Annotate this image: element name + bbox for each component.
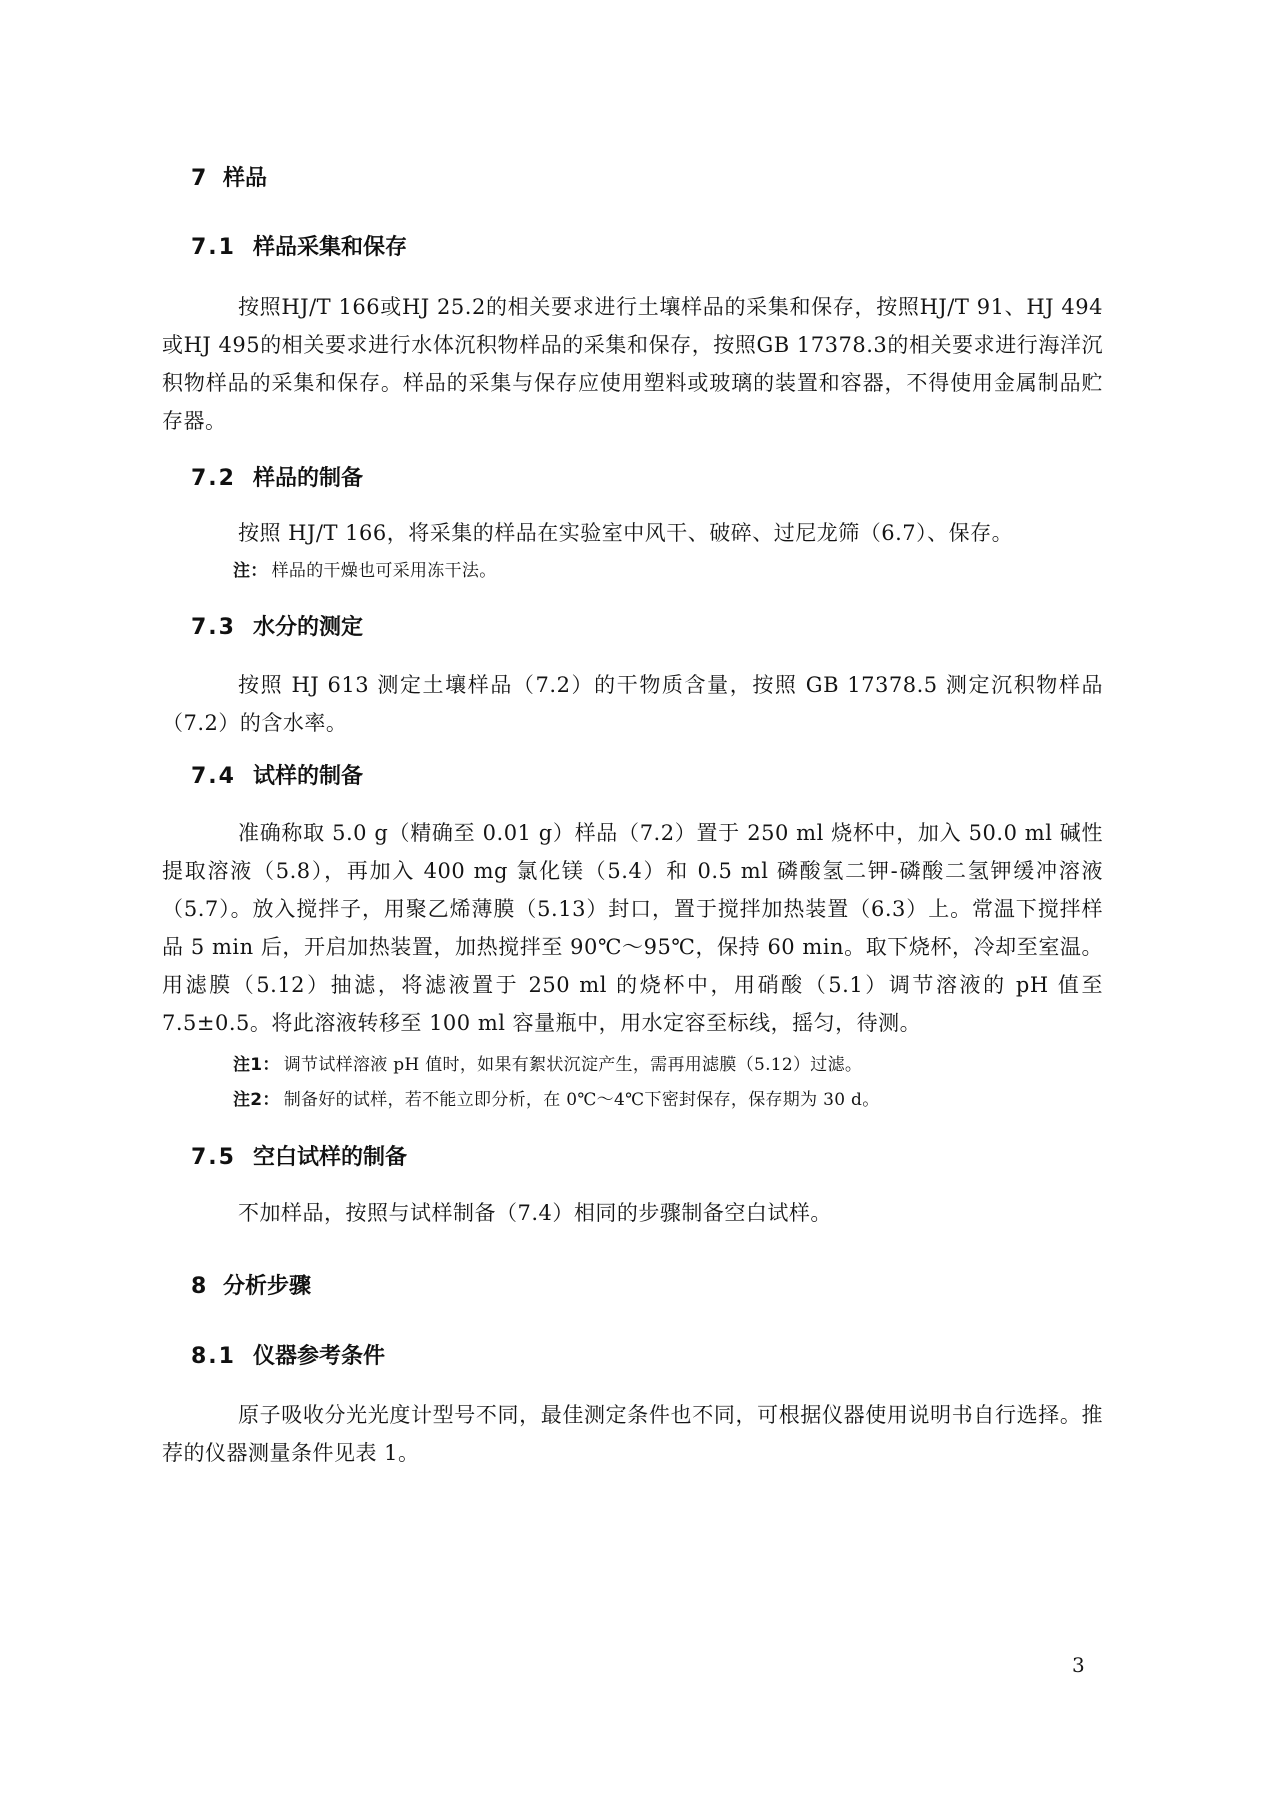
section-title: 样品采集和保存 bbox=[253, 235, 408, 260]
paragraph-7-5: 不加样品，按照与试样制备（7.4）相同的步骤制备空白试样。 bbox=[238, 1201, 832, 1225]
note-text: 调节试样溶液 pH 值时，如果有絮状沉淀产生，需再用滤膜（5.12）过滤。 bbox=[283, 1055, 863, 1075]
section-number: 7.4 bbox=[191, 764, 236, 789]
section-title: 试样的制备 bbox=[253, 764, 364, 789]
section-heading-7-5 bbox=[191, 1143, 1103, 1173]
section-number: 8.1 bbox=[191, 1344, 236, 1369]
section-heading-7-4 bbox=[191, 762, 1103, 792]
note-label: 注1： bbox=[233, 1055, 280, 1075]
section-title: 水分的测定 bbox=[253, 615, 364, 640]
section-title: 样品 bbox=[223, 166, 268, 191]
paragraph-7-4: 准确称取 5.0 g（精确至 0.01 g）样品（7.2）置于 250 ml 烧杯中，加入 50.0 ml 碱性提取溶液（5.8），再加入 400 mg 氯化镁（5.4）和 0.5 ml 磷酸氢二钾-磷酸二氢钾缓冲溶液（5.7）。放入搅拌子，用聚乙烯薄膜（5.13）封口，置于搅拌加热装置（6.3）上。常温下搅拌样品 5 min 后，开启加热装置，加热搅拌至 90℃～95℃，保持 60 min。取下烧杯，冷却至室温。用滤膜（5.12）抽滤，将滤液置于 250 ml 的烧杯中，用硝酸（5.1）调节溶液的 pH 值至 7.5±0.5。将此溶液转移至 100 ml 容量瓶中，用水定容至标线，摇匀，待测。 bbox=[162, 821, 1103, 1035]
note-label: 注2： bbox=[233, 1090, 280, 1110]
section-number: 7 bbox=[191, 166, 209, 191]
section-number: 7.5 bbox=[191, 1145, 236, 1170]
section-number: 8 bbox=[191, 1274, 209, 1299]
paragraph-7-2: 按照 HJ/T 166，将采集的样品在实验室中风干、破碎、过尼龙筛（6.7）、保存。 bbox=[238, 521, 1014, 545]
section-heading-7-3 bbox=[191, 613, 1103, 643]
note-text: 样品的干燥也可采用冻干法。 bbox=[271, 561, 497, 581]
section-title: 仪器参考条件 bbox=[253, 1344, 386, 1369]
note-7-4-1 bbox=[233, 1048, 1103, 1083]
document-content bbox=[162, 0, 1103, 1472]
section-number: 7.1 bbox=[191, 235, 236, 260]
paragraph-7-3: 按照 HJ 613 测定土壤样品（7.2）的干物质含量，按照 GB 17378.5 测定沉积物样品（7.2）的含水率。 bbox=[162, 673, 1103, 735]
page-number: 3 bbox=[1072, 1653, 1085, 1677]
note-7-4-2 bbox=[233, 1083, 1103, 1118]
section-heading-8-1 bbox=[191, 1342, 1103, 1372]
note-label: 注： bbox=[233, 561, 268, 581]
section-heading-7-2 bbox=[191, 464, 1103, 494]
section-title: 样品的制备 bbox=[253, 466, 364, 491]
section-heading-7-1 bbox=[191, 233, 1103, 263]
section-title: 空白试样的制备 bbox=[253, 1145, 408, 1170]
paragraph-7-1: 按照HJ/T 166或HJ 25.2的相关要求进行土壤样品的采集和保存，按照HJ/T 91、HJ 494或HJ 495的相关要求进行水体沉积物样品的采集和保存，按照GB 17378.3的相关要求进行海洋沉积物样品的采集和保存。样品的采集与保存应使用塑料或玻璃的装置和容器，不得使用金属制品贮存器。 bbox=[162, 295, 1103, 433]
section-heading-7 bbox=[191, 164, 1103, 194]
paragraph-8-1: 原子吸收分光光度计型号不同，最佳测定条件也不同，可根据仪器使用说明书自行选择。推荐的仪器测量条件见表 1。 bbox=[162, 1403, 1103, 1465]
section-heading-8 bbox=[191, 1272, 1103, 1302]
note-7-2 bbox=[233, 554, 1103, 589]
section-number: 7.2 bbox=[191, 466, 236, 491]
section-number: 7.3 bbox=[191, 615, 236, 640]
note-text: 制备好的试样，若不能立即分析，在 0℃～4℃下密封保存，保存期为 30 d。 bbox=[283, 1090, 880, 1110]
section-title: 分析步骤 bbox=[223, 1274, 312, 1299]
